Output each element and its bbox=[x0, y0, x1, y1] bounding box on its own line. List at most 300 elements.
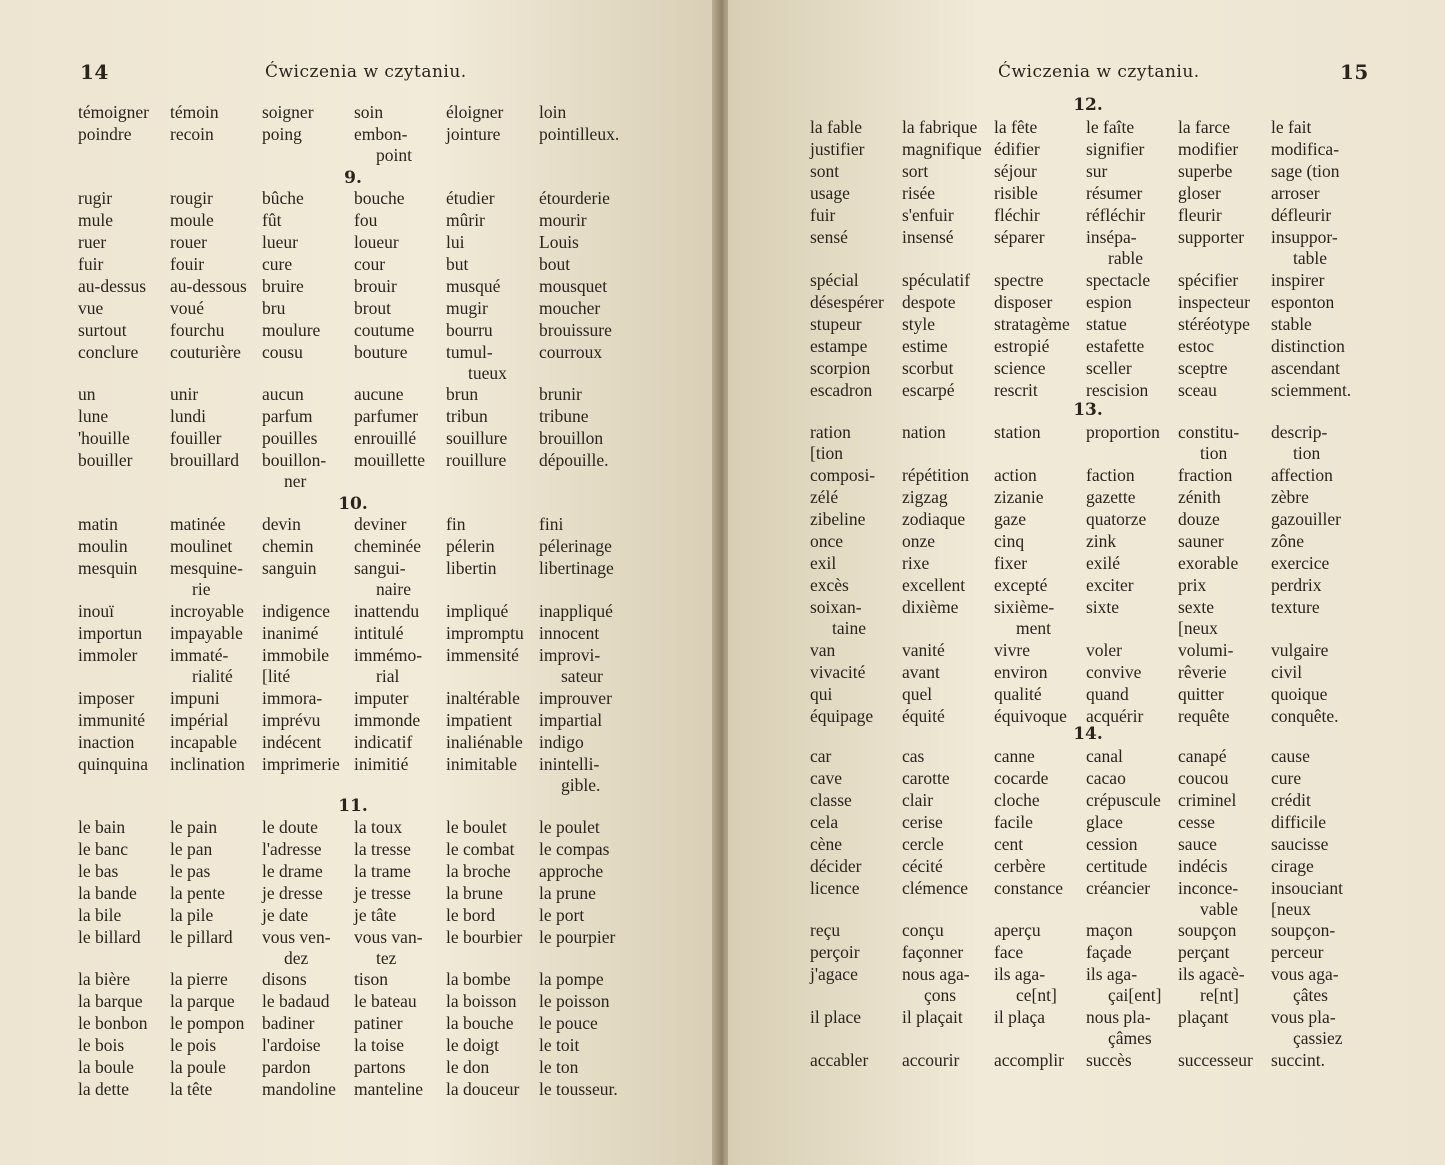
word-cell: douze bbox=[1178, 509, 1220, 529]
word-cell: zink bbox=[1086, 531, 1117, 551]
word-cell: mule bbox=[78, 210, 113, 230]
word-cell: manteline bbox=[354, 1079, 424, 1099]
word-cell: recoin bbox=[170, 124, 214, 144]
word-cell: la dette bbox=[78, 1079, 130, 1099]
word-cell: tribune bbox=[539, 406, 589, 426]
word-cell: nation bbox=[902, 422, 946, 442]
word-cell: convive bbox=[1086, 662, 1142, 682]
word-cell: sensé bbox=[810, 227, 848, 247]
word-cell: canne bbox=[994, 746, 1035, 766]
word-cell: la parque bbox=[170, 991, 235, 1011]
word-cell: cour bbox=[354, 254, 386, 274]
word-cell: le bonbon bbox=[78, 1013, 148, 1033]
word-cell: partons bbox=[354, 1057, 406, 1077]
word-cell: ils aga- ce[nt] bbox=[994, 964, 1057, 1005]
word-cell: inappliqué bbox=[539, 601, 613, 621]
word-cell: impromptu bbox=[446, 623, 524, 643]
word-cell: composi- bbox=[810, 465, 876, 485]
word-cell: la barque bbox=[78, 991, 143, 1011]
word-cell: rouillure bbox=[446, 450, 507, 470]
word-cell: plaçant bbox=[1178, 1007, 1229, 1027]
word-cell: constance bbox=[994, 878, 1063, 898]
word-cell: style bbox=[902, 314, 936, 334]
word-cell: cave bbox=[810, 768, 843, 788]
word-cell: gloser bbox=[1178, 183, 1221, 203]
word-cell: exorable bbox=[1178, 553, 1239, 573]
section-number: 10. bbox=[338, 494, 368, 514]
word-cell: magnifique bbox=[902, 139, 982, 159]
word-cell: canal bbox=[1086, 746, 1123, 766]
word-cell: fixer bbox=[994, 553, 1028, 573]
word-cell: il plaçait bbox=[902, 1007, 963, 1027]
word-cell: cesse bbox=[1178, 812, 1215, 832]
page-number: 15 bbox=[1340, 60, 1369, 84]
word-cell: perceur bbox=[1271, 942, 1324, 962]
word-cell: espion bbox=[1086, 292, 1132, 312]
word-cell: souillure bbox=[446, 428, 508, 448]
word-cell: je tâte bbox=[354, 905, 397, 925]
word-cell: station bbox=[994, 422, 1041, 442]
word-cell: faction bbox=[1086, 465, 1135, 485]
word-cell: crédit bbox=[1271, 790, 1311, 810]
word-cell: ruer bbox=[78, 232, 107, 252]
word-cell: le pain bbox=[170, 817, 218, 837]
word-cell: fourchu bbox=[170, 320, 225, 340]
word-cell: incroyable bbox=[170, 601, 244, 621]
word-cell: deviner bbox=[354, 514, 407, 534]
word-cell: la trame bbox=[354, 861, 411, 881]
word-cell: voler bbox=[1086, 640, 1122, 660]
word-cell: perçant bbox=[1178, 942, 1230, 962]
word-cell: bru bbox=[262, 298, 286, 318]
word-cell: zigzag bbox=[902, 487, 948, 507]
word-cell: clémence bbox=[902, 878, 969, 898]
word-cell: bouche bbox=[354, 188, 405, 208]
word-cell: rougir bbox=[170, 188, 213, 208]
word-cell: maçon bbox=[1086, 920, 1133, 940]
word-cell: ils agacè- re[nt] bbox=[1178, 964, 1245, 1005]
word-cell: vue bbox=[78, 298, 104, 318]
word-cell: cécité bbox=[902, 856, 943, 876]
section-number: 9. bbox=[344, 168, 362, 188]
word-cell: conclure bbox=[78, 342, 139, 362]
word-cell: usage bbox=[810, 183, 850, 203]
word-cell: exil bbox=[810, 553, 837, 573]
word-cell: la pente bbox=[170, 883, 225, 903]
word-cell: poindre bbox=[78, 124, 132, 144]
word-cell: fou bbox=[354, 210, 378, 230]
word-cell: indécis bbox=[1178, 856, 1228, 876]
word-cell: inspecteur bbox=[1178, 292, 1250, 312]
right-page bbox=[728, 0, 1445, 1165]
word-cell: immoler bbox=[78, 645, 138, 665]
word-cell: je dresse bbox=[262, 883, 323, 903]
word-cell: bouiller bbox=[78, 450, 133, 470]
word-cell: moulinet bbox=[170, 536, 233, 556]
word-cell: spécial bbox=[810, 270, 859, 290]
word-cell: cercle bbox=[902, 834, 944, 854]
word-cell: façade bbox=[1086, 942, 1132, 962]
section-number: 11. bbox=[338, 796, 368, 816]
word-cell: le compas bbox=[539, 839, 610, 859]
word-cell: créancier bbox=[1086, 878, 1151, 898]
word-cell: éloigner bbox=[446, 102, 504, 122]
word-cell: loueur bbox=[354, 232, 399, 252]
word-cell: quand bbox=[1086, 684, 1129, 704]
word-cell: spectacle bbox=[1086, 270, 1151, 290]
word-cell: mûrir bbox=[446, 210, 485, 230]
word-cell: immobile [lité bbox=[262, 645, 330, 686]
word-cell: qui bbox=[810, 684, 833, 704]
word-cell: la prune bbox=[539, 883, 596, 903]
word-cell: difficile bbox=[1271, 812, 1327, 832]
word-cell: accomplir bbox=[994, 1050, 1064, 1070]
word-cell: moulure bbox=[262, 320, 321, 340]
word-cell: inimitable bbox=[446, 754, 517, 774]
word-cell: la pierre bbox=[170, 969, 228, 989]
word-cell: stéréotype bbox=[1178, 314, 1250, 334]
word-cell: soupçon- bbox=[1271, 920, 1336, 940]
word-cell: couturière bbox=[170, 342, 241, 362]
word-cell: cession bbox=[1086, 834, 1138, 854]
word-cell: résumer bbox=[1086, 183, 1143, 203]
word-cell: cocarde bbox=[994, 768, 1049, 788]
word-cell: je date bbox=[262, 905, 309, 925]
word-cell: immaté- rialité bbox=[170, 645, 233, 686]
word-cell: impérial bbox=[170, 710, 229, 730]
word-cell: la bande bbox=[78, 883, 137, 903]
word-cell: moucher bbox=[539, 298, 601, 318]
word-cell: quatorze bbox=[1086, 509, 1147, 529]
word-cell: mesquin bbox=[78, 558, 138, 578]
word-cell: fini bbox=[539, 514, 564, 534]
word-cell: inaltérable bbox=[446, 688, 520, 708]
word-cell: carotte bbox=[902, 768, 950, 788]
word-cell: le poisson bbox=[539, 991, 610, 1011]
word-cell: incapable bbox=[170, 732, 238, 752]
word-cell: brun bbox=[446, 384, 479, 404]
word-cell: action bbox=[994, 465, 1037, 485]
word-cell: impuni bbox=[170, 688, 220, 708]
section-number: 12. bbox=[1073, 95, 1103, 115]
word-cell: estafette bbox=[1086, 336, 1145, 356]
word-cell: scorbut bbox=[902, 358, 954, 378]
word-cell: bruire bbox=[262, 276, 304, 296]
word-cell: le poulet bbox=[539, 817, 600, 837]
word-cell: le pillard bbox=[170, 927, 233, 947]
word-cell: once bbox=[810, 531, 844, 551]
word-cell: le bas bbox=[78, 861, 119, 881]
word-cell: le bateau bbox=[354, 991, 417, 1011]
word-cell: vous van- tez bbox=[354, 927, 423, 968]
word-cell: cent bbox=[994, 834, 1024, 854]
word-cell: gaze bbox=[994, 509, 1027, 529]
word-cell: inimitié bbox=[354, 754, 409, 774]
word-cell: spécifier bbox=[1178, 270, 1239, 290]
word-cell: exilé bbox=[1086, 553, 1121, 573]
word-cell: le badaud bbox=[262, 991, 330, 1011]
word-cell: inspirer bbox=[1271, 270, 1325, 290]
word-cell: la tête bbox=[170, 1079, 213, 1099]
word-cell: immunité bbox=[78, 710, 146, 730]
word-cell: fuir bbox=[78, 254, 104, 274]
word-cell: la fête bbox=[994, 117, 1038, 137]
word-cell: inouï bbox=[78, 601, 114, 621]
word-cell: il plaça bbox=[994, 1007, 1046, 1027]
word-cell: rescision bbox=[1086, 380, 1149, 400]
word-cell: sceller bbox=[1086, 358, 1132, 378]
word-cell: le combat bbox=[446, 839, 515, 859]
word-cell: le bois bbox=[78, 1035, 125, 1055]
word-cell: le pan bbox=[170, 839, 213, 859]
word-cell: cerbère bbox=[994, 856, 1046, 876]
word-cell: témoigner bbox=[78, 102, 149, 122]
word-cell: brunir bbox=[539, 384, 582, 404]
word-cell: bourru bbox=[446, 320, 493, 340]
word-cell: cure bbox=[1271, 768, 1302, 788]
word-cell: conçu bbox=[902, 920, 944, 940]
word-cell: risible bbox=[994, 183, 1038, 203]
word-cell: étudier bbox=[446, 188, 495, 208]
word-cell: fléchir bbox=[994, 205, 1040, 225]
section-number: 14. bbox=[1073, 724, 1103, 744]
word-cell: cinq bbox=[994, 531, 1025, 551]
word-cell: esponton bbox=[1271, 292, 1335, 312]
word-cell: zèbre bbox=[1271, 487, 1309, 507]
word-cell: impartial bbox=[539, 710, 603, 730]
word-cell: cheminée bbox=[354, 536, 422, 556]
word-cell: sur bbox=[1086, 161, 1108, 181]
word-cell: brouissure bbox=[539, 320, 612, 340]
word-cell: le don bbox=[446, 1057, 490, 1077]
word-cell: zélé bbox=[810, 487, 839, 507]
word-cell: estropié bbox=[994, 336, 1050, 356]
word-cell: loin bbox=[539, 102, 567, 122]
word-cell: spéculatif bbox=[902, 270, 971, 290]
word-cell: lune bbox=[78, 406, 109, 426]
word-cell: rescrit bbox=[994, 380, 1038, 400]
word-cell: impayable bbox=[170, 623, 243, 643]
word-cell: le tousseur. bbox=[539, 1079, 618, 1099]
word-cell: répétition bbox=[902, 465, 970, 485]
word-cell: modifier bbox=[1178, 139, 1239, 159]
word-cell: j'agace bbox=[810, 964, 858, 984]
word-cell: disposer bbox=[994, 292, 1053, 312]
word-cell: le faîte bbox=[1086, 117, 1135, 137]
word-cell: bout bbox=[539, 254, 571, 274]
word-cell: vulgaire bbox=[1271, 640, 1329, 660]
word-cell: mugir bbox=[446, 298, 488, 318]
word-cell: badiner bbox=[262, 1013, 315, 1033]
word-cell: immora- bbox=[262, 688, 323, 708]
word-cell: 'houille bbox=[78, 428, 130, 448]
word-cell: environ bbox=[994, 662, 1048, 682]
word-cell: désespérer bbox=[810, 292, 884, 312]
word-cell: but bbox=[446, 254, 469, 274]
word-cell: cela bbox=[810, 812, 839, 832]
word-cell: soin bbox=[354, 102, 384, 122]
word-cell: poing bbox=[262, 124, 302, 144]
word-cell: sixte bbox=[1086, 597, 1120, 617]
word-cell: le banc bbox=[78, 839, 129, 859]
word-cell: succint. bbox=[1271, 1050, 1325, 1070]
word-cell: signifier bbox=[1086, 139, 1145, 159]
word-cell: parfum bbox=[262, 406, 313, 426]
word-cell: rouer bbox=[170, 232, 207, 252]
word-cell: estoc bbox=[1178, 336, 1214, 356]
word-cell: imprimerie bbox=[262, 754, 340, 774]
word-cell: pouilles bbox=[262, 428, 318, 448]
word-cell: lundi bbox=[170, 406, 206, 426]
word-cell: van bbox=[810, 640, 836, 660]
word-cell: courroux bbox=[539, 342, 603, 362]
word-cell: descrip- tion bbox=[1271, 422, 1328, 463]
word-cell: cène bbox=[810, 834, 843, 854]
word-cell: le boulet bbox=[446, 817, 507, 837]
word-cell: équité bbox=[902, 706, 945, 726]
word-cell: s'enfuir bbox=[902, 205, 954, 225]
word-cell: classe bbox=[810, 790, 852, 810]
word-cell: sage (tion bbox=[1271, 161, 1340, 181]
word-cell: zodiaque bbox=[902, 509, 966, 529]
word-cell: vivacité bbox=[810, 662, 866, 682]
word-cell: mouillette bbox=[354, 450, 425, 470]
word-cell: tison bbox=[354, 969, 389, 989]
left-page bbox=[0, 0, 718, 1165]
word-cell: zône bbox=[1271, 531, 1305, 551]
word-cell: clair bbox=[902, 790, 934, 810]
word-cell: soixan- taine bbox=[810, 597, 867, 638]
word-cell: la farce bbox=[1178, 117, 1230, 137]
word-cell: le doute bbox=[262, 817, 318, 837]
word-cell: il place bbox=[810, 1007, 862, 1027]
word-cell: la douceur bbox=[446, 1079, 520, 1099]
word-cell: la toise bbox=[354, 1035, 405, 1055]
word-cell: estime bbox=[902, 336, 948, 356]
word-cell: perdrix bbox=[1271, 575, 1322, 595]
word-cell: accabler bbox=[810, 1050, 869, 1070]
word-cell: sexte [neux bbox=[1178, 597, 1218, 638]
word-cell: intitulé bbox=[354, 623, 404, 643]
word-cell: vous ven- dez bbox=[262, 927, 331, 968]
running-head: Ćwiczenia w czytaniu. bbox=[265, 62, 467, 82]
word-cell: patiner bbox=[354, 1013, 403, 1033]
word-cell: impatient bbox=[446, 710, 513, 730]
word-cell: escarpé bbox=[902, 380, 955, 400]
word-cell: embon- point bbox=[354, 124, 412, 165]
word-cell: musqué bbox=[446, 276, 501, 296]
word-cell: reçu bbox=[810, 920, 841, 940]
word-cell: gazette bbox=[1086, 487, 1136, 507]
word-cell: fouiller bbox=[170, 428, 222, 448]
word-cell: cirage bbox=[1271, 856, 1314, 876]
word-cell: quinquina bbox=[78, 754, 148, 774]
word-cell: importun bbox=[78, 623, 143, 643]
word-cell: arroser bbox=[1271, 183, 1320, 203]
right-page-header bbox=[728, 60, 1445, 90]
word-cell: édifier bbox=[994, 139, 1040, 159]
word-cell: matinée bbox=[170, 514, 226, 534]
word-cell: le pouce bbox=[539, 1013, 598, 1033]
word-cell: gazouiller bbox=[1271, 509, 1341, 529]
word-cell: la boisson bbox=[446, 991, 517, 1011]
word-cell: matin bbox=[78, 514, 118, 534]
word-cell: séjour bbox=[994, 161, 1037, 181]
word-cell: lui bbox=[446, 232, 465, 252]
word-cell: supporter bbox=[1178, 227, 1245, 247]
word-cell: sceptre bbox=[1178, 358, 1228, 378]
word-cell: la bombe bbox=[446, 969, 511, 989]
word-cell: séparer bbox=[994, 227, 1045, 247]
word-cell: licence bbox=[810, 878, 860, 898]
word-cell: fouir bbox=[170, 254, 205, 274]
word-cell: aperçu bbox=[994, 920, 1041, 940]
word-cell: sauce bbox=[1178, 834, 1217, 854]
word-cell: vanité bbox=[902, 640, 945, 660]
word-cell: fin bbox=[446, 514, 466, 534]
word-cell: la bouche bbox=[446, 1013, 514, 1033]
word-cell: pélerin bbox=[446, 536, 495, 556]
word-cell: superbe bbox=[1178, 161, 1233, 181]
word-cell: la fable bbox=[810, 117, 862, 137]
word-cell: coucou bbox=[1178, 768, 1229, 788]
word-cell: spectre bbox=[994, 270, 1044, 290]
word-cell: enrouillé bbox=[354, 428, 417, 448]
word-cell: la boule bbox=[78, 1057, 134, 1077]
word-cell: coutume bbox=[354, 320, 415, 340]
word-cell: insépa- rable bbox=[1086, 227, 1143, 268]
word-cell: la fabrique bbox=[902, 117, 978, 137]
word-cell: inattendu bbox=[354, 601, 420, 621]
word-cell: indécent bbox=[262, 732, 322, 752]
word-cell: constitu- tion bbox=[1178, 422, 1240, 463]
word-cell: qualité bbox=[994, 684, 1042, 704]
word-cell: mesquine- rie bbox=[170, 558, 243, 599]
word-cell: parfumer bbox=[354, 406, 419, 426]
word-cell: devin bbox=[262, 514, 301, 534]
word-cell: pardon bbox=[262, 1057, 311, 1077]
word-cell: accourir bbox=[902, 1050, 960, 1070]
word-cell: voué bbox=[170, 298, 205, 318]
word-cell: volumi- bbox=[1178, 640, 1234, 660]
word-cell: pointilleux. bbox=[539, 124, 620, 144]
word-cell: ascendant bbox=[1271, 358, 1340, 378]
word-cell: vous aga- çâtes bbox=[1271, 964, 1339, 1005]
word-cell: onze bbox=[902, 531, 936, 551]
word-cell: inanimé bbox=[262, 623, 319, 643]
word-cell: impliqué bbox=[446, 601, 509, 621]
word-cell: statue bbox=[1086, 314, 1127, 334]
word-cell: imputer bbox=[354, 688, 409, 708]
word-cell: équipage bbox=[810, 706, 874, 726]
word-cell: le pompon bbox=[170, 1013, 245, 1033]
word-cell: facile bbox=[994, 812, 1033, 832]
word-cell: stable bbox=[1271, 314, 1312, 334]
word-cell: sceau bbox=[1178, 380, 1217, 400]
word-cell: le pourpier bbox=[539, 927, 616, 947]
word-cell: crépuscule bbox=[1086, 790, 1161, 810]
word-cell: bouillon- ner bbox=[262, 450, 327, 491]
word-cell: exciter bbox=[1086, 575, 1134, 595]
word-cell: zibeline bbox=[810, 509, 866, 529]
word-cell: la bile bbox=[78, 905, 122, 925]
word-cell: la pompe bbox=[539, 969, 604, 989]
word-cell: modifica- bbox=[1271, 139, 1340, 159]
word-cell: immensité bbox=[446, 645, 519, 665]
word-cell: la broche bbox=[446, 861, 511, 881]
word-cell: cause bbox=[1271, 746, 1310, 766]
word-cell: la brune bbox=[446, 883, 503, 903]
